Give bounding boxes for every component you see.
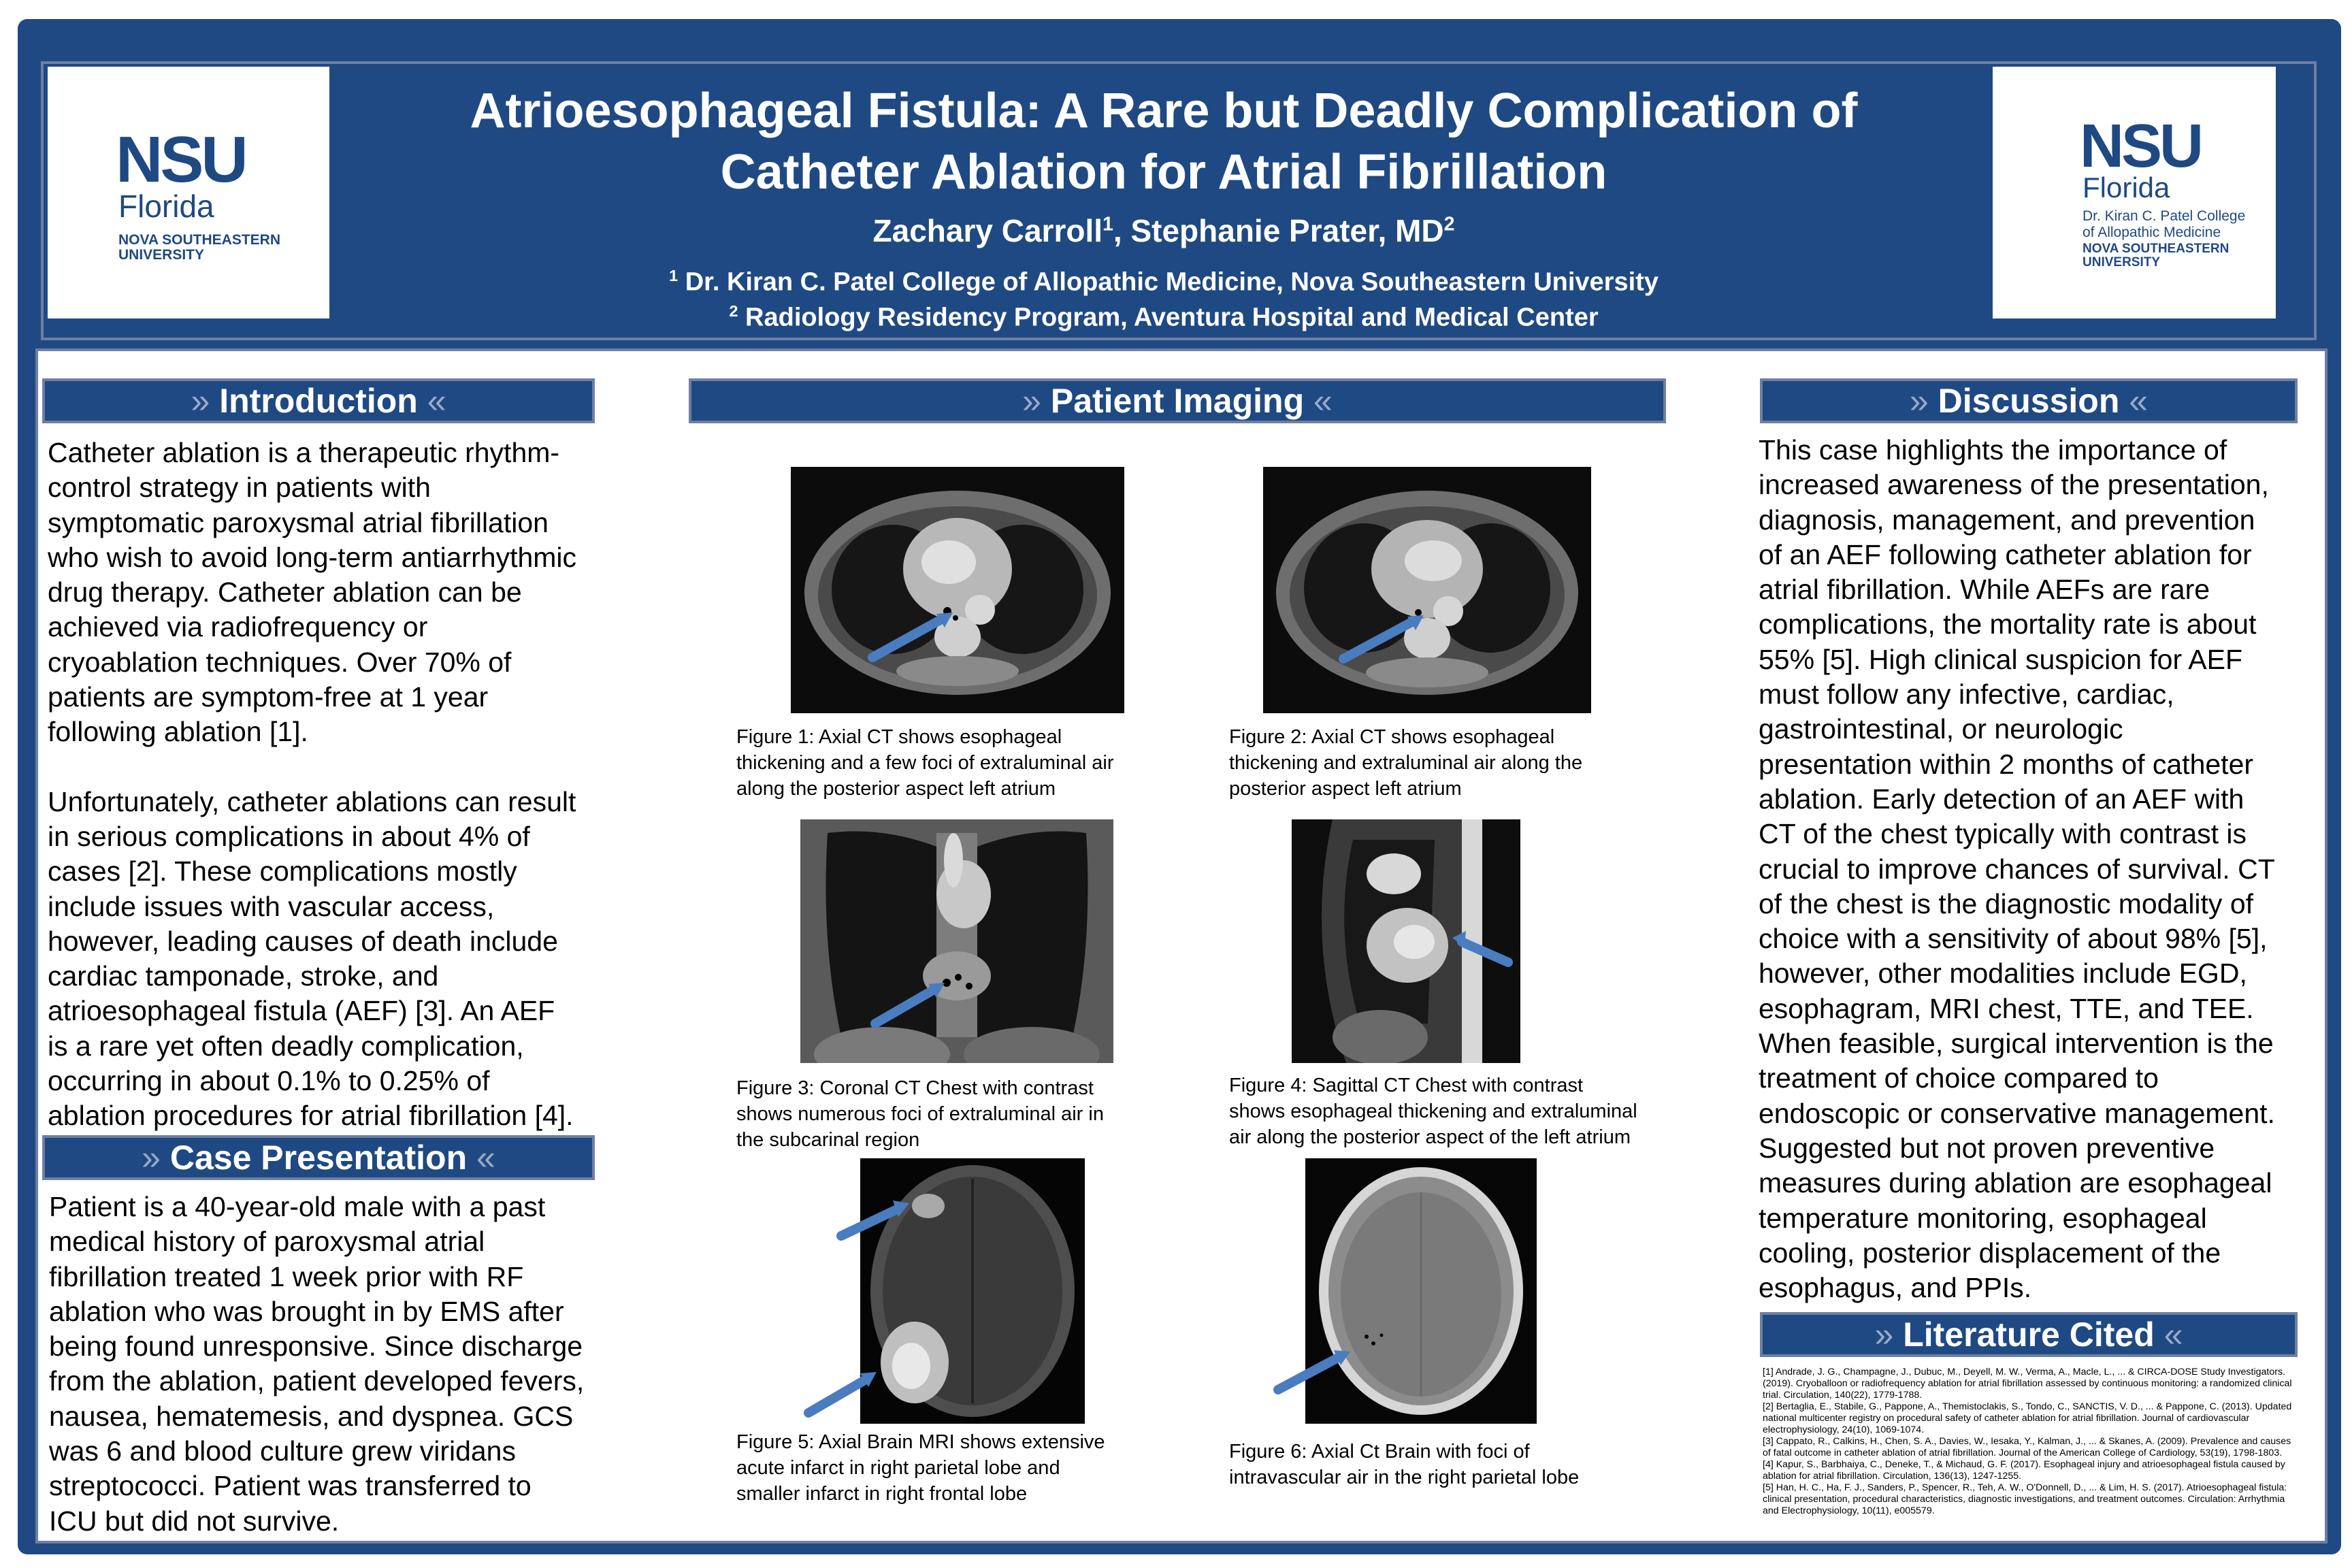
introduction-text: Catheter ablation is a therapeutic rhythm- control strategy in patients with symptomatic paroxysmal atrial fibrillation who wish to avoid long-term antiarrhythmic drug therapy. Catheter ablation can be achieved via radiofrequency or cryoablation techniques. Over 70% of patients are symptom-free at 1 year following ablation [1]. Unfortunately, catheter ablations can result in serious complications in about 4% of cases [2]. These complications mostly include issues with vascular access, however, leading causes of death include cardiac tamponade, stroke, and atrioesophageal fistula (AEF) [3]. An AEF is a rare yet often deadly complication, occurring in about 0.1% to 0.25% of ablation procedures for atrial fibrillation [4].: [48, 437, 577, 1132]
figure-1-image: [791, 467, 1124, 713]
poster-title: [354, 80, 1974, 203]
figure-6-caption: Figure 6: Axial Ct Brain with foci of intravascular air in the right parietal lobe: [1229, 1441, 1580, 1488]
logo-line2: UNIVERSITY: [118, 247, 205, 263]
figure-2-caption: Figure 2: Axial CT shows esophageal thickening and extraluminal air along the posterior aspect left atrium: [1229, 726, 1583, 800]
figure-3-caption: Figure 3: Coronal CT Chest with contrast shows numerous foci of extraluminal air in the subcarinal region: [736, 1077, 1104, 1151]
logo-line3: NOVA SOUTHEASTERN: [2082, 242, 2230, 256]
logo-line2: of Allopathic Medicine: [2082, 225, 2221, 240]
case-text: Patient is a 40-year-old male with a past medical history of paroxysmal atrial fibrillation treated 1 week prior with RF ablation who was brought in by EMS after being found unresponsive. Since discharge from the ablation, patient developed fevers, nausea, hematemesis, and dyspnea. GCS was 6 and blood culture grew viridans streptococci. Patient was transferred to ICU but did not survive.: [49, 1191, 585, 1537]
reference-item: [2] Bertaglia, E., Stabile, G., Pappone, A., Themistoclakis, S., Tondo, C., SANCTIS, V. D., ... & Pappone, C. (2013). Updated national multicenter registry on procedural safety of catheter ablation for atrial fibrillation. Journal of cardiovascular electrophysiology, 24(10), 1069-1074.: [1763, 1401, 2292, 1435]
references-list: [1763, 1367, 2293, 1517]
affiliation-2: $^2$ Radiology Residency Program, Aventura Hospital and Medical Center: [729, 302, 1599, 332]
logo-campus: Florida: [2082, 172, 2170, 203]
affiliation-1: $^1$ Dr. Kiran C. Patel College of Allopathic Medicine, Nova Southeastern University: [669, 267, 1659, 297]
logo-line4: UNIVERSITY: [2082, 255, 2161, 270]
title-line-2: Catheter Ablation for Atrial Fibrillation: [720, 145, 1607, 199]
reference-item: [1] Andrade, J. G., Champagne, J., Dubuc, M., Deyell, M. W., Verma, A., Macle, L., ... & CIRCA-DOSE Study Investigators. (2019). Cryoballoon or radiofrequency ablation for atrial fibrillation assessed by continuous monitoring: a randomized clinical trial. Circulation, 140(22), 1779-1788.: [1763, 1367, 2292, 1401]
figure-1-caption: Figure 1: Axial CT shows esophageal thickening and a few foci of extraluminal air along the posterior aspect left atrium: [736, 726, 1114, 800]
figure-2-image: [1263, 467, 1591, 713]
logo-mark: NSU: [2080, 112, 2202, 180]
section-header-imaging: » Patient Imaging «: [689, 378, 1666, 423]
nsu-logo-left: [48, 67, 329, 318]
figure-4-image: [1292, 819, 1520, 1063]
figure-4-caption: Figure 4: Sagittal CT Chest with contrast shows esophageal thickening and extraluminal air along the posterior aspect of the left atrium: [1229, 1075, 1637, 1148]
section-header-case: » Case Presentation «: [42, 1135, 595, 1180]
logo-campus: Florida: [118, 189, 214, 224]
figure-5-arrows: [796, 1184, 1096, 1429]
reference-item: [4] Kapur, S., Barbhaiya, C., Deneke, T., & Michaud, G. F. (2017). Esophageal injury and atrioesophageal fistula caused by ablation for atrial fibrillation. Circulation, 136(13), 1247-1255.: [1763, 1459, 2285, 1482]
logo-mark: NSU: [116, 123, 246, 196]
section-header-introduction: » Introduction «: [42, 378, 595, 423]
logo-line1: Dr. Kiran C. Patel College: [2082, 208, 2246, 224]
title-line-1: Atrioesophageal Fistula: A Rare but Deadly Complication of: [470, 84, 1858, 138]
authors: Zachary Carroll$^1$, Stephanie Prater, $MD^2$: [872, 213, 1455, 248]
reference-item: [3] Cappato, R., Calkins, H., Chen, S. A., Davies, W., Iesaka, Y., Kalman, J., ... & Skanes, A. (2009). Prevalence and causes of fatal outcome in catheter ablation of atrial fibrillation. Journal of the American College of Cardiology, 53(19), 1798-1803.: [1763, 1436, 2291, 1458]
figure-6-arrow: [1266, 1334, 1375, 1409]
section-header-literature: » Literature Cited «: [1760, 1312, 2298, 1357]
discussion-text: This case highlights the importance of increased awareness of the presentation, diagnosis, management, and prevention of an AEF following catheter ablation for atrial fibrillation. While AEFs are rare complications, the mortality rate is about 55% [5]. High clinical suspicion for AEF must follow any infective, cardiac, gastrointestinal, or neurologic presentation within 2 months of catheter ablation. Early detection of an AEF with CT of the chest typically with contrast is crucial to improve chances of survival. CT of the chest is the diagnostic modality of choice with a sensitivity of about 98% [5], however, other modalities include EGD, esophagram, MRI chest, TTE, and TEE. When feasible, surgical intervention is the treatment of choice compared to endoscopic or conservative management. Suggested but not proven preventive measures during ablation are esophageal temperature monitoring, esophageal cooling, posterior displacement of the esophagus, and PPIs.: [1759, 434, 2275, 1304]
figure-5-caption: Figure 5: Axial Brain MRI shows extensive acute infarct in right parietal lobe and smaller infarct in right frontal lobe: [736, 1431, 1105, 1505]
nsu-logo-right: [1993, 67, 2276, 318]
figure-3-image: [800, 819, 1113, 1063]
logo-line1: NOVA SOUTHEASTERN: [118, 232, 281, 248]
section-header-discussion: » Discussion «: [1760, 378, 2298, 423]
reference-item: [5] Han, H. C., Ha, F. J., Sanders, P., Spencer, R., Teh, A. W., O'Donnell, D., ... & Lim, H. S. (2017). Atrioesophageal fistula: clinical presentation, procedural characteristics, diagnostic investigations, and treatment outcomes. Circulation: Arrhythmia and Electrophysiology, 10(11), e005579.: [1763, 1482, 2287, 1516]
